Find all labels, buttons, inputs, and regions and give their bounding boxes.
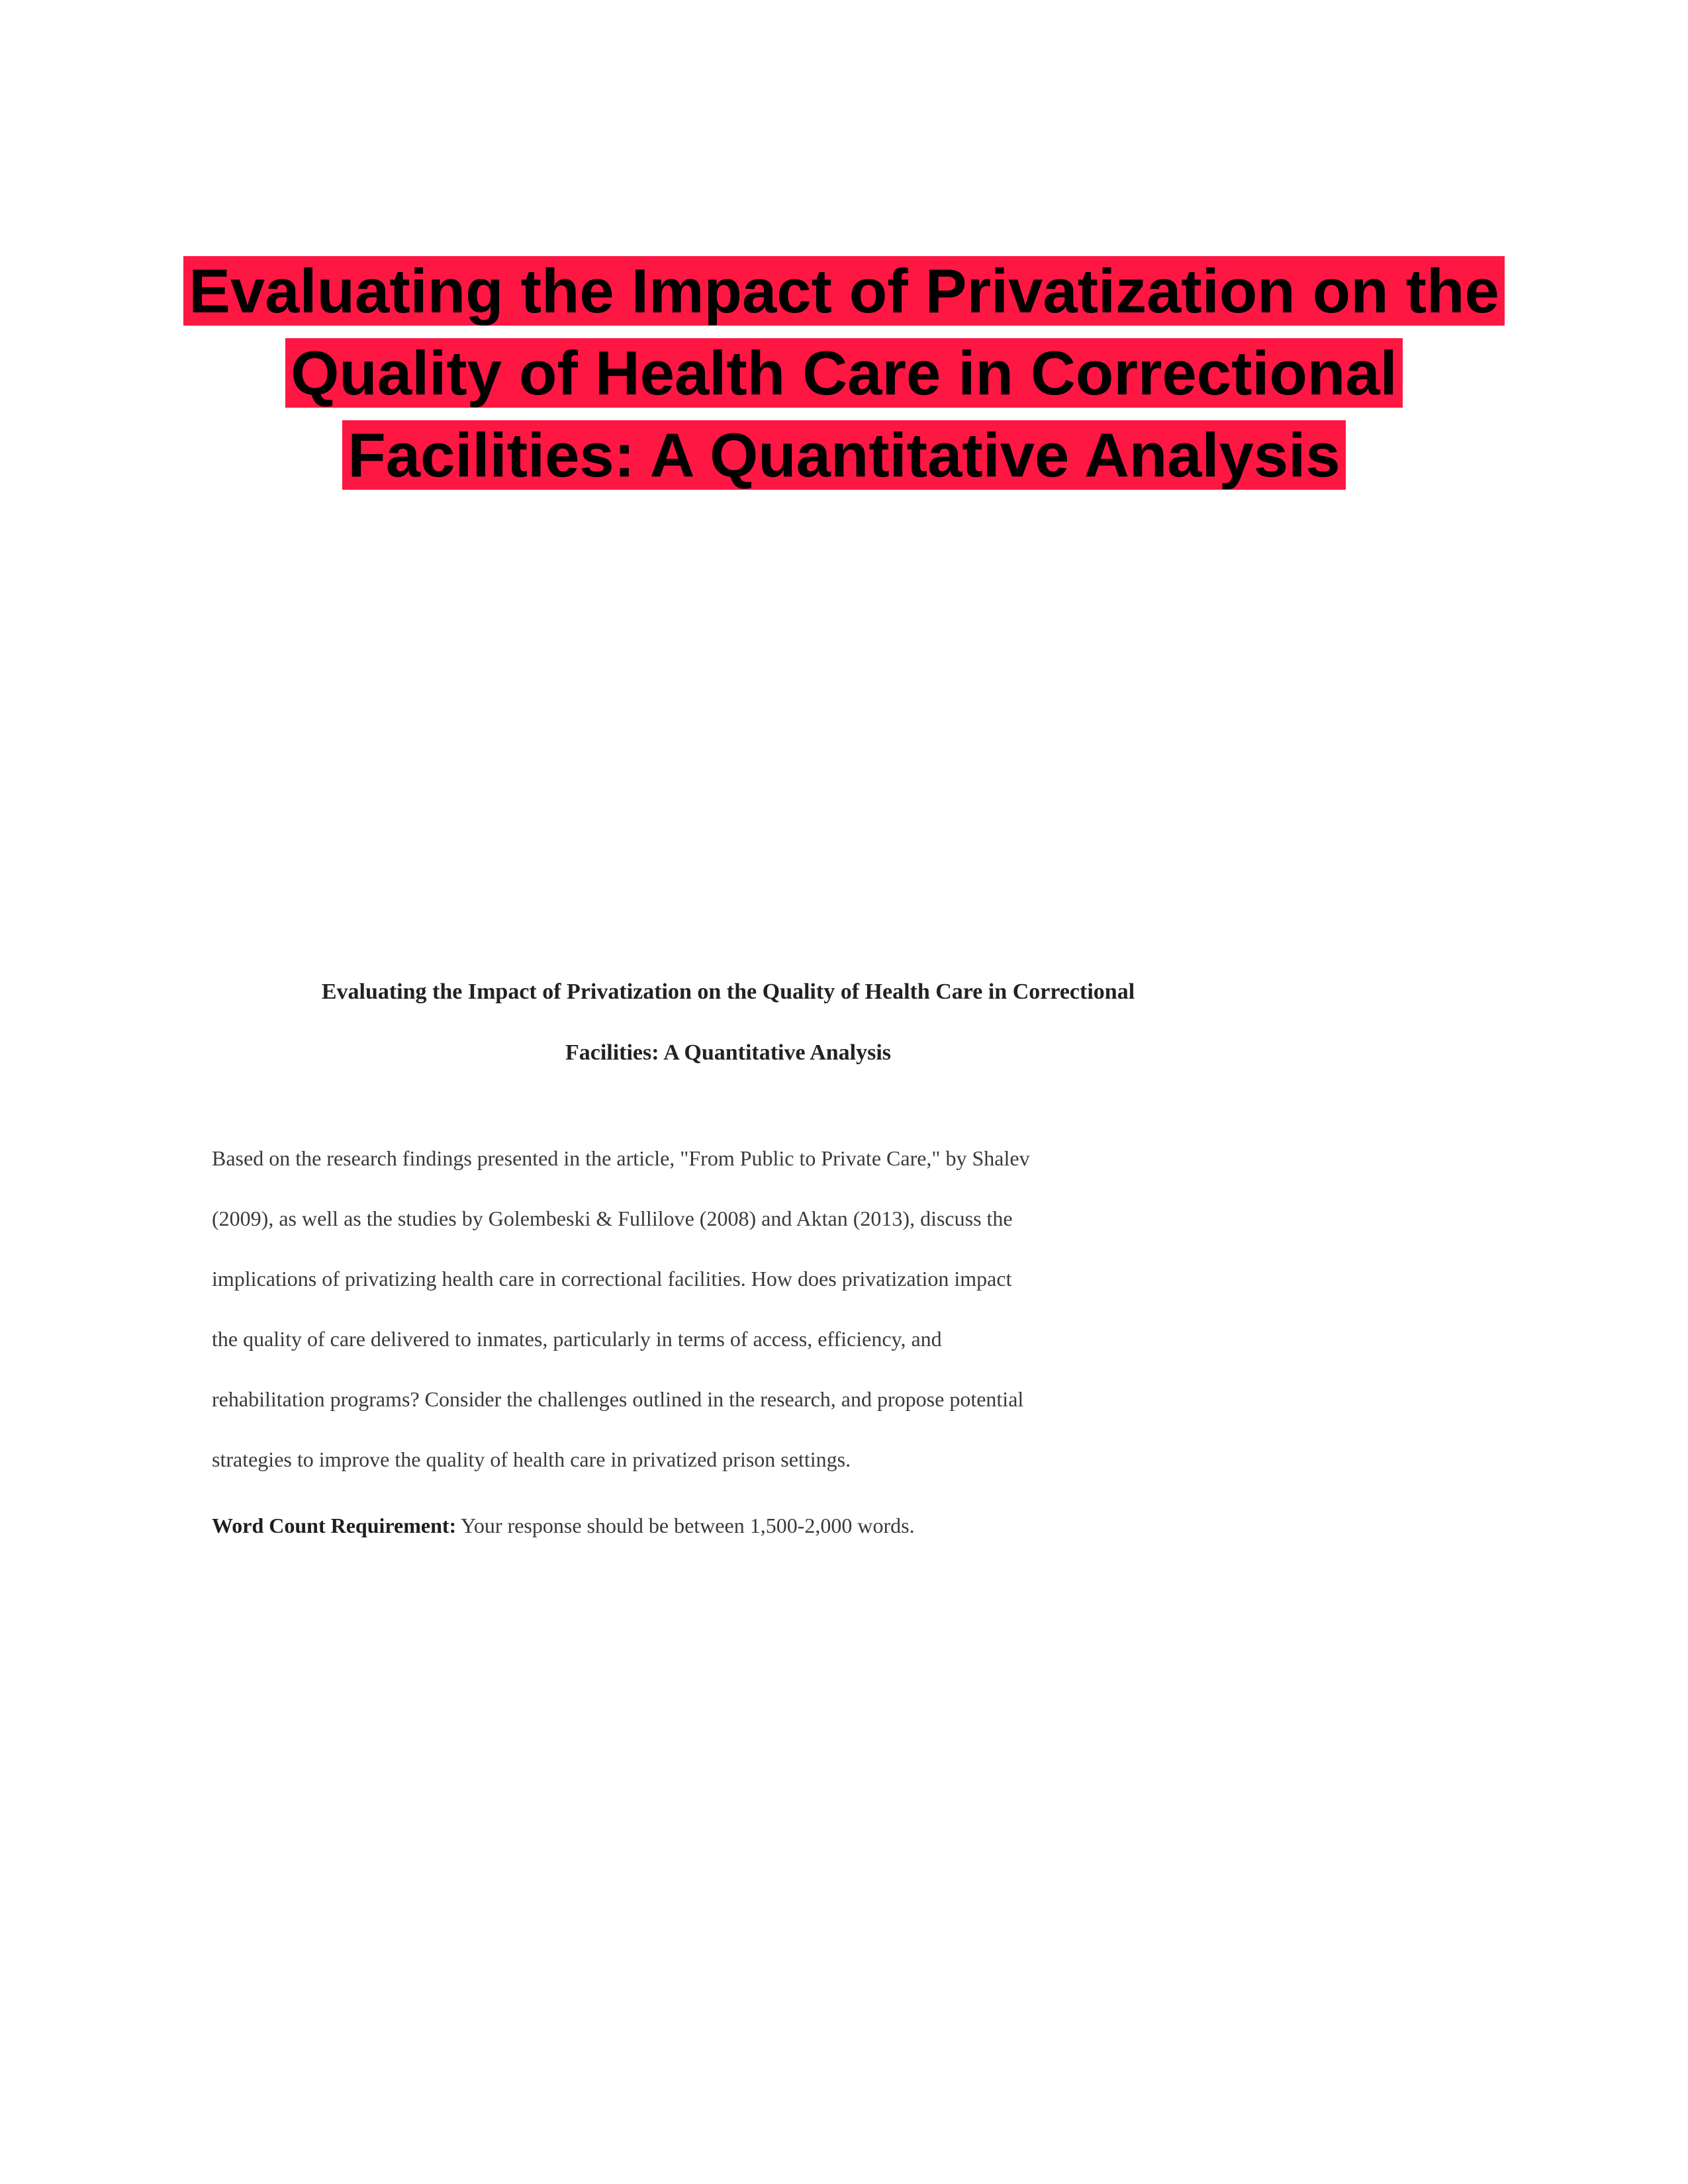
scan-body-line: implications of privatizing health care in correctional facilities. How does privatization impact xyxy=(212,1267,1012,1291)
scan-body-line: (2009), as well as the studies by Golembeski & Fullilove (2008) and Aktan (2013), discuss the xyxy=(212,1206,1013,1230)
requirement-label: Word Count Requirement: xyxy=(212,1514,457,1537)
word-count-requirement xyxy=(212,1512,1258,1539)
scan-body-line: the quality of care delivered to inmates, particularly in terms of access, efficiency, and xyxy=(212,1327,942,1351)
requirement-text: Your response should be between 1,500-2,000 words. xyxy=(456,1514,915,1537)
highlighted-title-text: Quality of Health Care in Correctional xyxy=(285,338,1402,408)
scan-prompt-paragraph xyxy=(212,1145,1258,1506)
scan-title-line: Evaluating the Impact of Privatization on the Quality of Health Care in Correctional xyxy=(321,979,1135,1004)
highlighted-title-line xyxy=(0,332,1688,414)
highlighted-title-text: Facilities: A Quantitative Analysis xyxy=(342,420,1345,490)
scan-body-line: strategies to improve the quality of health care in privatized prison settings. xyxy=(212,1447,851,1471)
highlighted-title xyxy=(0,250,1688,496)
scan-body-line: Based on the research findings presented in the article, "From Public to Private Care," by Shalev xyxy=(212,1146,1030,1170)
scan-title-line: Facilities: A Quantitative Analysis xyxy=(565,1040,892,1065)
highlighted-title-line xyxy=(0,414,1688,496)
scan-body-line: rehabilitation programs? Consider the challenges outlined in the research, and propose potential xyxy=(212,1387,1024,1411)
highlighted-title-text: Evaluating the Impact of Privatization on the xyxy=(183,256,1504,326)
scanned-assignment-image xyxy=(199,953,1258,1575)
highlighted-title-line xyxy=(0,250,1688,332)
